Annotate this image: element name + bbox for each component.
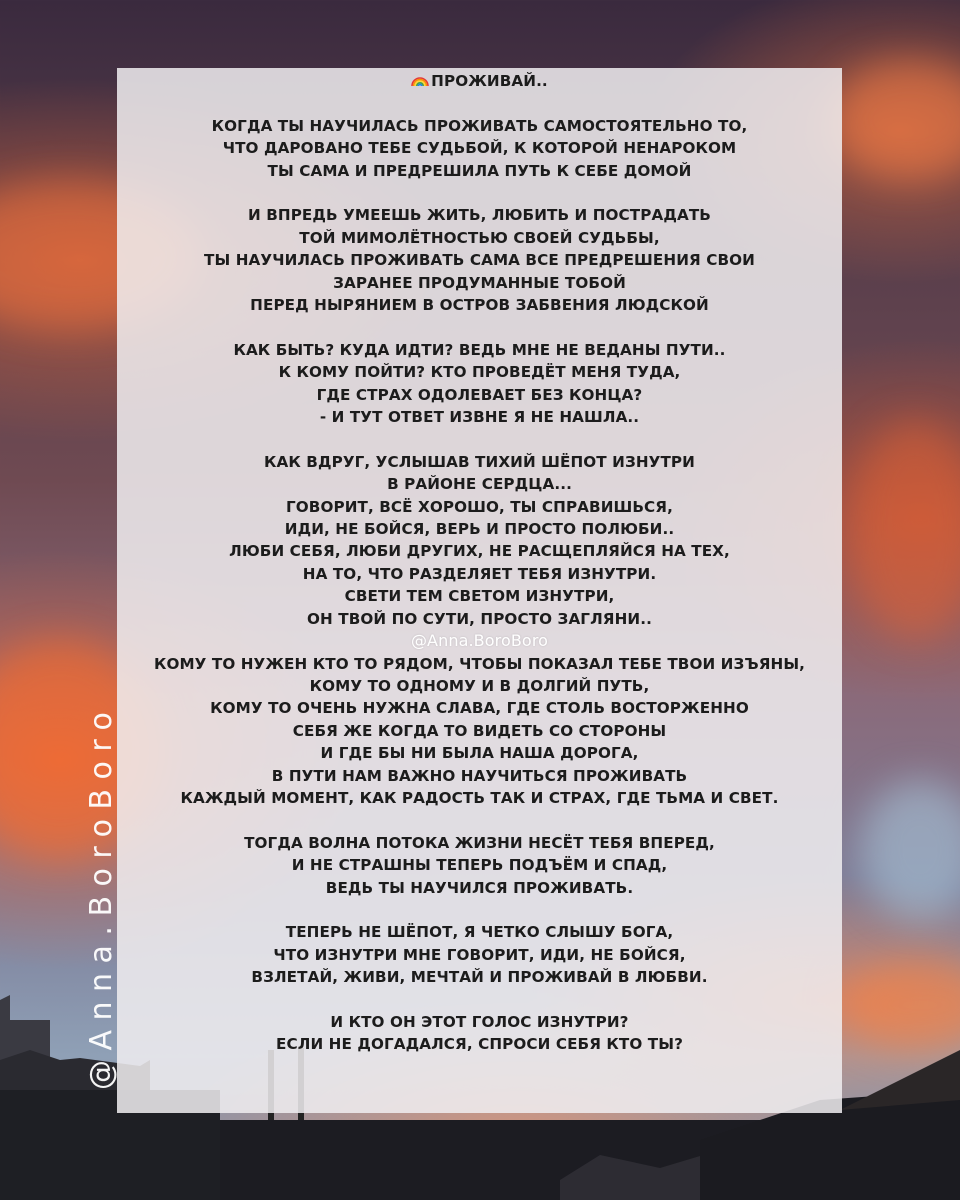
- sky-cloud: [850, 420, 960, 640]
- poem-line: ОН ТВОЙ ПО СУТИ, ПРОСТО ЗАГЛЯНИ..: [307, 609, 652, 628]
- poem-line: В ПУТИ НАМ ВАЖНО НАУЧИТЬСЯ ПРОЖИВАТЬ: [271, 766, 688, 785]
- sky-cloud: [860, 780, 960, 920]
- poem-line: ЕСЛИ НЕ ДОГАДАЛСЯ, СПРОСИ СЕБЯ КТО ТЫ?: [276, 1035, 683, 1054]
- poem-line: КАК БЫТЬ? КУДА ИДТИ? ВЕДЬ МНЕ НЕ ВЕДАНЫ ПУТИ..: [233, 340, 726, 359]
- poem-line: КОМУ ТО НУЖЕН КТО ТО РЯДОМ, ЧТОБЫ ПОКАЗАЛ ТЕБЕ ТВОИ ИЗЪЯНЫ,: [153, 654, 806, 673]
- poem-line: К КОМУ ПОЙТИ? КТО ПРОВЕДЁТ МЕНЯ ТУДА,: [278, 363, 681, 382]
- rainbow-icon: [411, 75, 429, 87]
- stanzas: [117, 115, 842, 1056]
- poem-line: ЧТО ДАРОВАНО ТЕБЕ СУДЬБОЙ, К КОТОРОЙ НЕНАРОКОМ: [222, 139, 737, 158]
- poem-line: В РАЙОНЕ СЕРДЦА...: [387, 475, 572, 494]
- poem-line: И НЕ СТРАШНЫ ТЕПЕРЬ ПОДЪЁМ И СПАД,: [291, 856, 668, 875]
- poem-line: ЗАРАНЕЕ ПРОДУМАННЫЕ ТОБОЙ: [333, 273, 626, 292]
- poem-line: СЕБЯ ЖЕ КОГДА ТО ВИДЕТЬ СО СТОРОНЫ: [292, 721, 667, 740]
- poem-line: ТЫ НАУЧИЛАСЬ ПРОЖИВАТЬ САМА ВСЕ ПРЕДРЕШЕНИЯ СВОИ: [204, 251, 755, 270]
- poem-line: ТОГДА ВОЛНА ПОТОКА ЖИЗНИ НЕСЁТ ТЕБЯ ВПЕРЕД,: [244, 833, 715, 852]
- poem-line: НА ТО, ЧТО РАЗДЕЛЯЕТ ТЕБЯ ИЗНУТРИ.: [302, 564, 657, 583]
- poem-line: - И ТУТ ОТВЕТ ИЗВНЕ Я НЕ НАШЛА..: [319, 408, 640, 427]
- poem-line: СВЕТИ ТЕМ СВЕТОМ ИЗНУТРИ,: [344, 587, 615, 606]
- poem-line: И ВПРЕДЬ УМЕЕШЬ ЖИТЬ, ЛЮБИТЬ И ПОСТРАДАТЬ: [248, 206, 711, 225]
- inline-watermark: @Anna.BoroBoro: [410, 631, 549, 651]
- poem-line: ГДЕ СТРАХ ОДОЛЕВАЕТ БЕЗ КОНЦА?: [316, 385, 643, 404]
- poem-line: ВЕДЬ ТЫ НАУЧИЛСЯ ПРОЖИВАТЬ.: [325, 878, 634, 897]
- poem-line: КАЖДЫЙ МОМЕНТ, КАК РАДОСТЬ ТАК И СТРАХ, ГДЕ ТЬМА И СВЕТ.: [180, 788, 779, 807]
- poem-line: ЛЮБИ СЕБЯ, ЛЮБИ ДРУГИХ, НЕ РАСЩЕПЛЯЙСЯ НА ТЕХ,: [229, 542, 730, 561]
- vertical-watermark: @Anna.BoroBoro: [84, 702, 119, 1090]
- poem-title: [117, 70, 842, 92]
- poem-line: И ГДЕ БЫ НИ БЫЛА НАША ДОРОГА,: [320, 744, 639, 763]
- poem-line: ЧТО ИЗНУТРИ МНЕ ГОВОРИТ, ИДИ, НЕ БОЙСЯ,: [273, 945, 686, 964]
- poem-line: ТЕПЕРЬ НЕ ШЁПОТ, Я ЧЕТКО СЛЫШУ БОГА,: [285, 923, 674, 942]
- poem-line: И КТО ОН ЭТОТ ГОЛОС ИЗНУТРИ?: [330, 1012, 629, 1031]
- poem-line: КОМУ ТО ОДНОМУ И В ДОЛГИЙ ПУТЬ,: [309, 676, 650, 695]
- poem-line: ТОЙ МИМОЛЁТНОСТЬЮ СВОЕЙ СУДЬБЫ,: [299, 228, 660, 247]
- sky-cloud: [830, 60, 960, 180]
- poem-line: ГОВОРИТ, ВСЁ ХОРОШО, ТЫ СПРАВИШЬСЯ,: [286, 497, 673, 516]
- title-text: ПРОЖИВАЙ..: [431, 72, 548, 90]
- poem-line: ПЕРЕД НЫРЯНИЕМ В ОСТРОВ ЗАБВЕНИЯ ЛЮДСКОЙ: [250, 296, 709, 315]
- poem-line: ВЗЛЕТАЙ, ЖИВИ, МЕЧТАЙ И ПРОЖИВАЙ В ЛЮБВИ.: [251, 968, 708, 987]
- poem-line: ИДИ, НЕ БОЙСЯ, ВЕРЬ И ПРОСТО ПОЛЮБИ..: [284, 520, 675, 539]
- poem-line: КАК ВДРУГ, УСЛЫШАВ ТИХИЙ ШЁПОТ ИЗНУТРИ: [264, 452, 695, 471]
- poem: [117, 70, 842, 1056]
- poem-line: ТЫ САМА И ПРЕДРЕШИЛА ПУТЬ К СЕБЕ ДОМОЙ: [267, 161, 692, 180]
- poem-line: КОГДА ТЫ НАУЧИЛАСЬ ПРОЖИВАТЬ САМОСТОЯТЕЛЬНО ТО,: [211, 116, 748, 135]
- poem-line: КОМУ ТО ОЧЕНЬ НУЖНА СЛАВА, ГДЕ СТОЛЬ ВОСТОРЖЕННО: [210, 699, 749, 718]
